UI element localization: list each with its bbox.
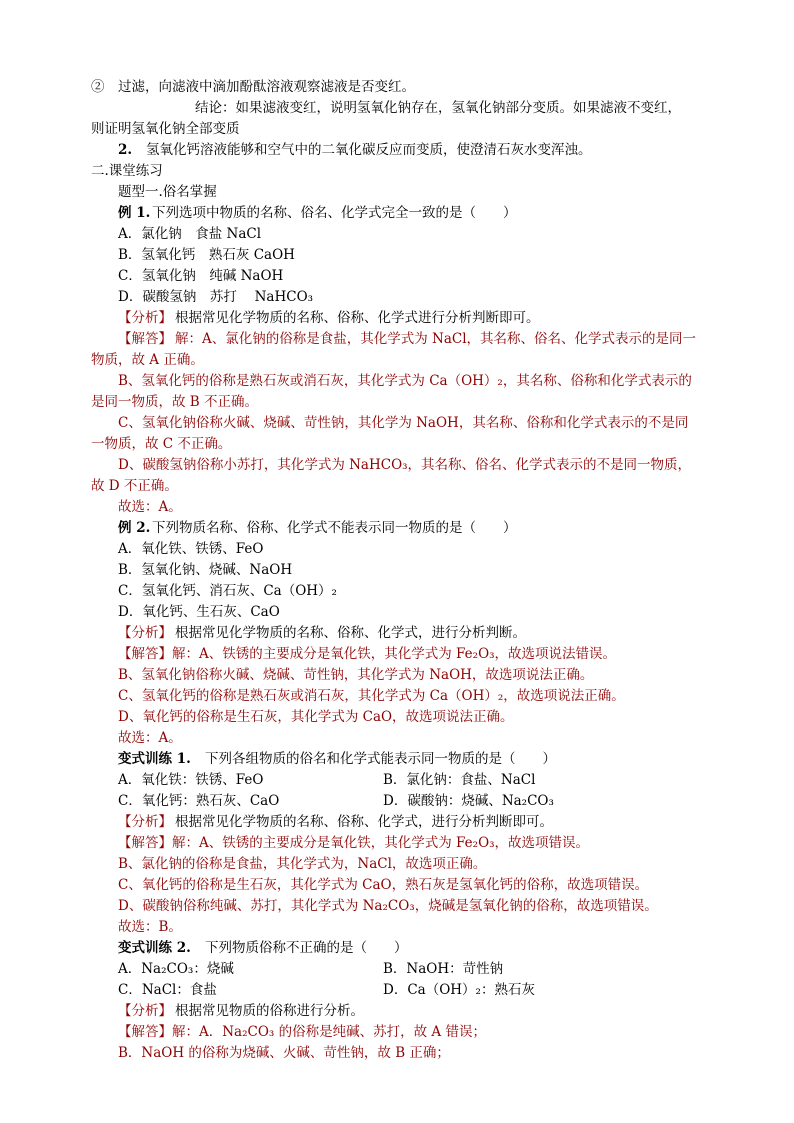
line-l29: B、氢氧化钠俗称火碱、烧碱、苛性钠，其化学式为 NaOH，故选项说法正确。	[118, 667, 594, 683]
line-l44b: D．Ca（OH）₂：熟石灰	[383, 982, 535, 998]
line-l36b: 根据常见化学物质的名称、俗称、化学式，进行分析判断即可。	[175, 814, 553, 830]
line-l43a: A．Na₂CO₃：烧碱	[118, 961, 234, 977]
line-l01: ② 过滤，向滤液中滴加酚酞溶液观察滤液是否变红。	[91, 79, 415, 95]
line-l12b: 根据常见化学物质的名称、俗称、化学式进行分析判断即可。	[175, 310, 540, 326]
line-l23: A．氧化铁、铁锈、FeO	[118, 541, 264, 557]
line-l09: B．氢氧化钙 熟石灰 CaOH	[118, 247, 295, 263]
line-l13a: 【解答】	[118, 331, 172, 347]
line-l06: 题型一.俗名掌握	[118, 184, 217, 200]
line-l16: 是同一物质，故 B 不正确。	[91, 394, 259, 410]
line-l17: C、氢氧化钠俗称火碱、烧碱、苛性钠，其化学为 NaOH，其名称、俗称和化学式表示的不是同	[118, 415, 689, 431]
line-l18: 一物质，故 C 不正确。	[91, 436, 232, 452]
line-l30: C、氢氧化钙的俗称是熟石灰或消石灰，其化学式为 Ca（OH）₂，故选项说法正确。	[118, 688, 625, 704]
line-l07a: 例 1.	[118, 205, 151, 221]
line-l38: B、氯化钠的俗称是食盐，其化学式为，NaCl，故选项正确。	[118, 856, 487, 872]
line-l11: D．碳酸氢钠 苏打 NaHCO₃	[118, 289, 314, 305]
line-l03: 则证明氢氧化钠全部变质	[91, 121, 240, 137]
line-l44a: C．NaCl：食盐	[118, 982, 217, 998]
line-l05: 二.课堂练习	[91, 163, 163, 179]
line-l28: 【解答】解：A、铁锈的主要成分是氧化铁，其化学式为 Fe₂O₃，故选项说法错误。	[118, 646, 617, 662]
line-l32: 故选：A。	[118, 730, 182, 746]
line-l34b: B．氯化钠：食盐、NaCl	[383, 772, 536, 788]
line-l41: 故选：B。	[118, 919, 182, 935]
line-l10: C．氢氧化钠 纯碱 NaOH	[118, 268, 284, 284]
line-l21: 故选：A。	[118, 499, 182, 515]
line-l35a: C．氧化钙：熟石灰、CaO	[118, 793, 280, 809]
line-l40: D、碳酸钠俗称纯碱、苏打，其化学式为 Na₂CO₃，烧碱是氢氧化钠的俗称，故选项错误。	[118, 898, 658, 914]
line-l22a: 例 2.	[118, 520, 151, 536]
line-l35b: D．碳酸钠：烧碱、Na₂CO₃	[383, 793, 554, 809]
line-l24: B．氢氧化钠、烧碱、NaOH	[118, 562, 293, 578]
line-l20: 故 D 不正确。	[91, 478, 178, 494]
line-l45a: 【分析】	[118, 1003, 172, 1019]
line-l33b: 下列各组物质的俗名和化学式能表示同一物质的是（ ）	[205, 751, 556, 767]
line-l43b: B．NaOH：苛性钠	[383, 961, 504, 977]
line-l31: D、氧化钙的俗称是生石灰，其化学式为 CaO，故选项说法正确。	[118, 709, 514, 725]
line-l37: 【解答】解：A、铁锈的主要成分是氧化铁，其化学式为 Fe₂O₃，故选项错误。	[118, 835, 590, 851]
line-l27b: 根据常见化学物质的名称、俗称、化学式，进行分析判断。	[175, 625, 526, 641]
line-l04a: 2.	[118, 142, 133, 158]
line-l27a: 【分析】	[118, 625, 172, 641]
line-l42a: 变式训练 2.	[118, 940, 191, 956]
line-l07b: 下列选项中物质的名称、俗名、化学式完全一致的是（ ）	[152, 205, 517, 221]
line-l36a: 【分析】	[118, 814, 172, 830]
line-l34a: A．氧化铁：铁锈、FeO	[118, 772, 264, 788]
line-l14: 物质，故 A 正确。	[91, 352, 204, 368]
line-l25: C．氢氧化钙、消石灰、Ca（OH）₂	[118, 583, 337, 599]
line-l33a: 变式训练 1.	[118, 751, 191, 767]
line-l42b: 下列物质俗称不正确的是（ ）	[205, 940, 408, 956]
line-l13b: 解：A、氯化钠的俗称是食盐，其化学式为 NaCl，其名称、俗名、化学式表示的是同一	[175, 331, 697, 347]
line-l04b: 氢氧化钙溶液能够和空气中的二氧化碳反应而变质，使澄清石灰水变浑浊。	[146, 142, 592, 158]
line-l19: D、碳酸氢钠俗称小苏打，其化学式为 NaHCO₃，其名称、俗名、化学式表示的不是同一物质，	[118, 457, 692, 473]
line-l26: D．氧化钙、生石灰、CaO	[118, 604, 280, 620]
line-l08: A．氯化钠 食盐 NaCl	[118, 226, 262, 242]
line-l12a: 【分析】	[118, 310, 172, 326]
line-l39: C、氧化钙的俗称是生石灰，其化学式为 CaO，熟石灰是氢氧化钙的俗称，故选项错误。	[118, 877, 649, 893]
line-l02: 结论：如果滤液变红，说明氢氧化钠存在，氢氧化钠部分变质。如果滤液不变红，	[195, 100, 681, 116]
line-l22b: 下列物质名称、俗称、化学式不能表示同一物质的是（ ）	[152, 520, 517, 536]
line-l47: B．NaOH 的俗称为烧碱、火碱、苛性钠，故 B 正确；	[118, 1045, 450, 1061]
line-l45b: 根据常见物质的俗称进行分析。	[175, 1003, 364, 1019]
line-l46: 【解答】解：A．Na₂CO₃ 的俗称是纯碱、苏打，故 A 错误；	[118, 1024, 486, 1040]
line-l15: B、氢氧化钙的俗称是熟石灰或消石灰，其化学式为 Ca（OH）₂，其名称、俗称和化学式表示的	[118, 373, 692, 389]
